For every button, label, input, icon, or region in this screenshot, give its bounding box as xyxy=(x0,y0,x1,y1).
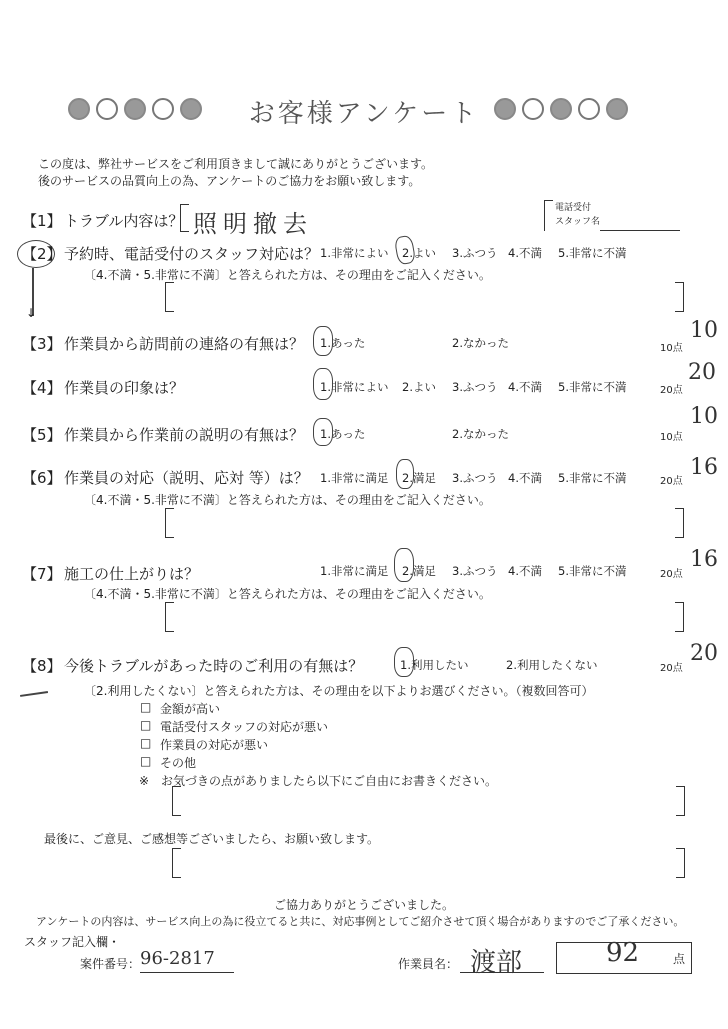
staff-box xyxy=(544,200,553,231)
q3-answer-mark xyxy=(313,326,333,356)
q4-answer-mark xyxy=(313,368,333,400)
dot-icon xyxy=(578,98,600,120)
q6-score: 16 xyxy=(690,455,718,480)
q3-option-1[interactable]: 1.あった xyxy=(320,336,366,350)
q6-reason-bracket-left xyxy=(165,508,174,538)
q7-answer-mark xyxy=(394,548,414,582)
q7-score: 16 xyxy=(690,547,718,572)
q2-option-1[interactable]: 1.非常によい xyxy=(320,246,389,260)
worker-name-underline xyxy=(460,972,544,973)
staff-entry-label: スタッフ記入欄・ xyxy=(24,935,121,949)
arrow-down-icon: ↓ xyxy=(26,306,37,320)
intro-line-2: 後のサービスの品質向上の為、アンケートのご協力をお願い致します。 xyxy=(38,174,421,188)
q8-number: 【8】 xyxy=(22,657,62,675)
q8-points-label: 20点 xyxy=(660,663,683,674)
total-score-value: 92 xyxy=(606,938,640,968)
q7-reason-bracket-left xyxy=(165,602,174,632)
case-number-value: 96-2817 xyxy=(140,948,215,969)
q3-option-2[interactable]: 2.なかった xyxy=(452,336,509,350)
q1-text: トラブル内容は？ xyxy=(64,212,184,230)
q2-option-2[interactable]: 2.よい xyxy=(402,246,436,260)
total-score-unit: 点 xyxy=(673,952,686,966)
q8-option-1[interactable]: 1.利用したい xyxy=(400,658,469,672)
q7-option-5[interactable]: 5.非常に不満 xyxy=(558,564,627,578)
footer-thanks: ご協力ありがとうございました。 xyxy=(273,898,454,912)
closing-text: 最後に、ご意見、ご感想等ございましたら、お願い致します。 xyxy=(44,832,380,846)
q6-option-4[interactable]: 4.不満 xyxy=(508,471,542,485)
case-number-underline xyxy=(140,972,234,973)
q3-text: 作業員から訪問前の連絡の有無は？ xyxy=(64,335,305,353)
q4-option-5[interactable]: 5.非常に不満 xyxy=(558,380,627,394)
reason-label-1: 金額が高い xyxy=(160,702,221,716)
q2-reason-bracket-left xyxy=(165,282,174,312)
dot-icon xyxy=(494,98,516,120)
q6-option-3[interactable]: 3.ふつう xyxy=(452,471,498,485)
dot-icon xyxy=(522,98,544,120)
q6-points-label: 20点 xyxy=(660,476,683,487)
dot-icon xyxy=(606,98,628,120)
q2-answer-mark xyxy=(394,235,417,266)
q3-score: 10 xyxy=(690,318,718,343)
reason-label-2: 電話受付スタッフの対応が悪い xyxy=(160,720,329,734)
q7-option-3[interactable]: 3.ふつう xyxy=(452,564,498,578)
staff-box-line xyxy=(600,230,680,231)
q6-answer-mark xyxy=(396,459,414,489)
reason-label-4: その他 xyxy=(160,756,197,770)
q5-text: 作業員から作業前の説明の有無は？ xyxy=(64,426,305,444)
worker-name-label: 作業員名： xyxy=(398,957,459,971)
closing-bracket-right xyxy=(676,848,685,878)
staff-box-label-1: 電話受付 xyxy=(555,203,592,213)
q4-option-2[interactable]: 2.よい xyxy=(402,380,436,394)
q1-number: 【1】 xyxy=(22,212,62,230)
q7-points-label: 20点 xyxy=(660,569,683,580)
q8-free-bracket-right xyxy=(676,786,685,816)
case-number-label: 案件番号： xyxy=(80,957,141,971)
q6-reason-bracket-right xyxy=(675,508,684,538)
q5-option-1[interactable]: 1.あった xyxy=(320,427,366,441)
q4-option-4[interactable]: 4.不満 xyxy=(508,380,542,394)
reason-checkbox-1[interactable]: □ xyxy=(140,700,152,714)
q8-score: 20 xyxy=(690,641,718,666)
intro-line-1: この度は、弊社サービスをご利用頂きまして誠にありがとうございます。 xyxy=(38,157,434,171)
worker-name-value: 渡部 xyxy=(470,948,523,978)
q7-option-2[interactable]: 2.満足 xyxy=(402,564,436,578)
reason-checkbox-4[interactable]: □ xyxy=(140,754,152,768)
dash-mark xyxy=(20,691,48,696)
q6-note: 〔4.不満・5.非常に不満〕と答えられた方は、その理由をご記入ください。 xyxy=(84,493,491,507)
reason-label-3: 作業員の対応が悪い xyxy=(160,738,269,752)
q3-points-label: 10点 xyxy=(660,343,683,354)
q7-number: 【7】 xyxy=(22,565,62,583)
q6-option-2[interactable]: 2.満足 xyxy=(402,471,436,485)
q2-reason-bracket-right xyxy=(675,282,684,312)
q2-option-4[interactable]: 4.不満 xyxy=(508,246,542,260)
q1-answer: 照明撤去 xyxy=(193,210,313,238)
q8-free-bracket-left xyxy=(172,786,181,816)
q8-free-note: ※ お気づきの点がありましたら以下にご自由にお書きください。 xyxy=(139,774,498,788)
q4-points-label: 20点 xyxy=(660,385,683,396)
q7-note: 〔4.不満・5.非常に不満〕と答えられた方は、その理由をご記入ください。 xyxy=(84,587,491,601)
staff-box-label-2: スタッフ名 xyxy=(555,217,601,227)
q5-number: 【5】 xyxy=(22,426,62,444)
q4-option-3[interactable]: 3.ふつう xyxy=(452,380,498,394)
q7-option-4[interactable]: 4.不満 xyxy=(508,564,542,578)
q4-text: 作業員の印象は？ xyxy=(64,379,185,397)
q7-text: 施工の仕上がりは？ xyxy=(64,565,200,583)
reason-checkbox-2[interactable]: □ xyxy=(140,718,152,732)
q2-option-5[interactable]: 5.非常に不満 xyxy=(558,246,627,260)
q2-text: 予約時、電話受付のスタッフ対応は？ xyxy=(64,245,320,263)
q2-number: 【2】 xyxy=(22,245,62,263)
q8-answer-mark xyxy=(394,647,414,677)
footer-disclaimer: アンケートの内容は、サービス向上の為に役立てると共に、対応事例としてご紹介させて頂く場合がありますのでご了承ください。 xyxy=(36,915,685,928)
page-title: お客様アンケート xyxy=(248,99,480,129)
q6-number: 【6】 xyxy=(22,469,62,487)
q5-points-label: 10点 xyxy=(660,432,683,443)
q2-option-3[interactable]: 3.ふつう xyxy=(452,246,498,260)
q6-option-5[interactable]: 5.非常に不満 xyxy=(558,471,627,485)
q4-score: 20 xyxy=(688,360,716,385)
q5-option-2[interactable]: 2.なかった xyxy=(452,427,509,441)
q8-option-2[interactable]: 2.利用したくない xyxy=(506,658,598,672)
dot-icon xyxy=(550,98,572,120)
q5-answer-mark xyxy=(313,418,333,446)
q6-text: 作業員の対応（説明、応対 等）は？ xyxy=(64,469,309,487)
q8-note: 〔2.利用したくない〕と答えられた方は、その理由を以下よりお選びください。（複数回答可） xyxy=(84,684,594,698)
q6-option-1[interactable]: 1.非常に満足 xyxy=(320,471,389,485)
q5-score: 10 xyxy=(690,404,718,429)
reason-checkbox-3[interactable]: □ xyxy=(140,736,152,750)
q3-number: 【3】 xyxy=(22,335,62,353)
q7-reason-bracket-right xyxy=(675,602,684,632)
header-dots-right xyxy=(494,98,628,120)
bracket-left xyxy=(180,204,189,232)
q4-option-1[interactable]: 1.非常によい xyxy=(320,380,389,394)
q8-text: 今後トラブルがあった時のご利用の有無は？ xyxy=(64,657,364,675)
q7-option-1[interactable]: 1.非常に満足 xyxy=(320,564,389,578)
q2-note: 〔4.不満・5.非常に不満〕と答えられた方は、その理由をご記入ください。 xyxy=(84,268,491,282)
closing-bracket-left xyxy=(172,848,181,878)
q4-number: 【4】 xyxy=(22,379,62,397)
